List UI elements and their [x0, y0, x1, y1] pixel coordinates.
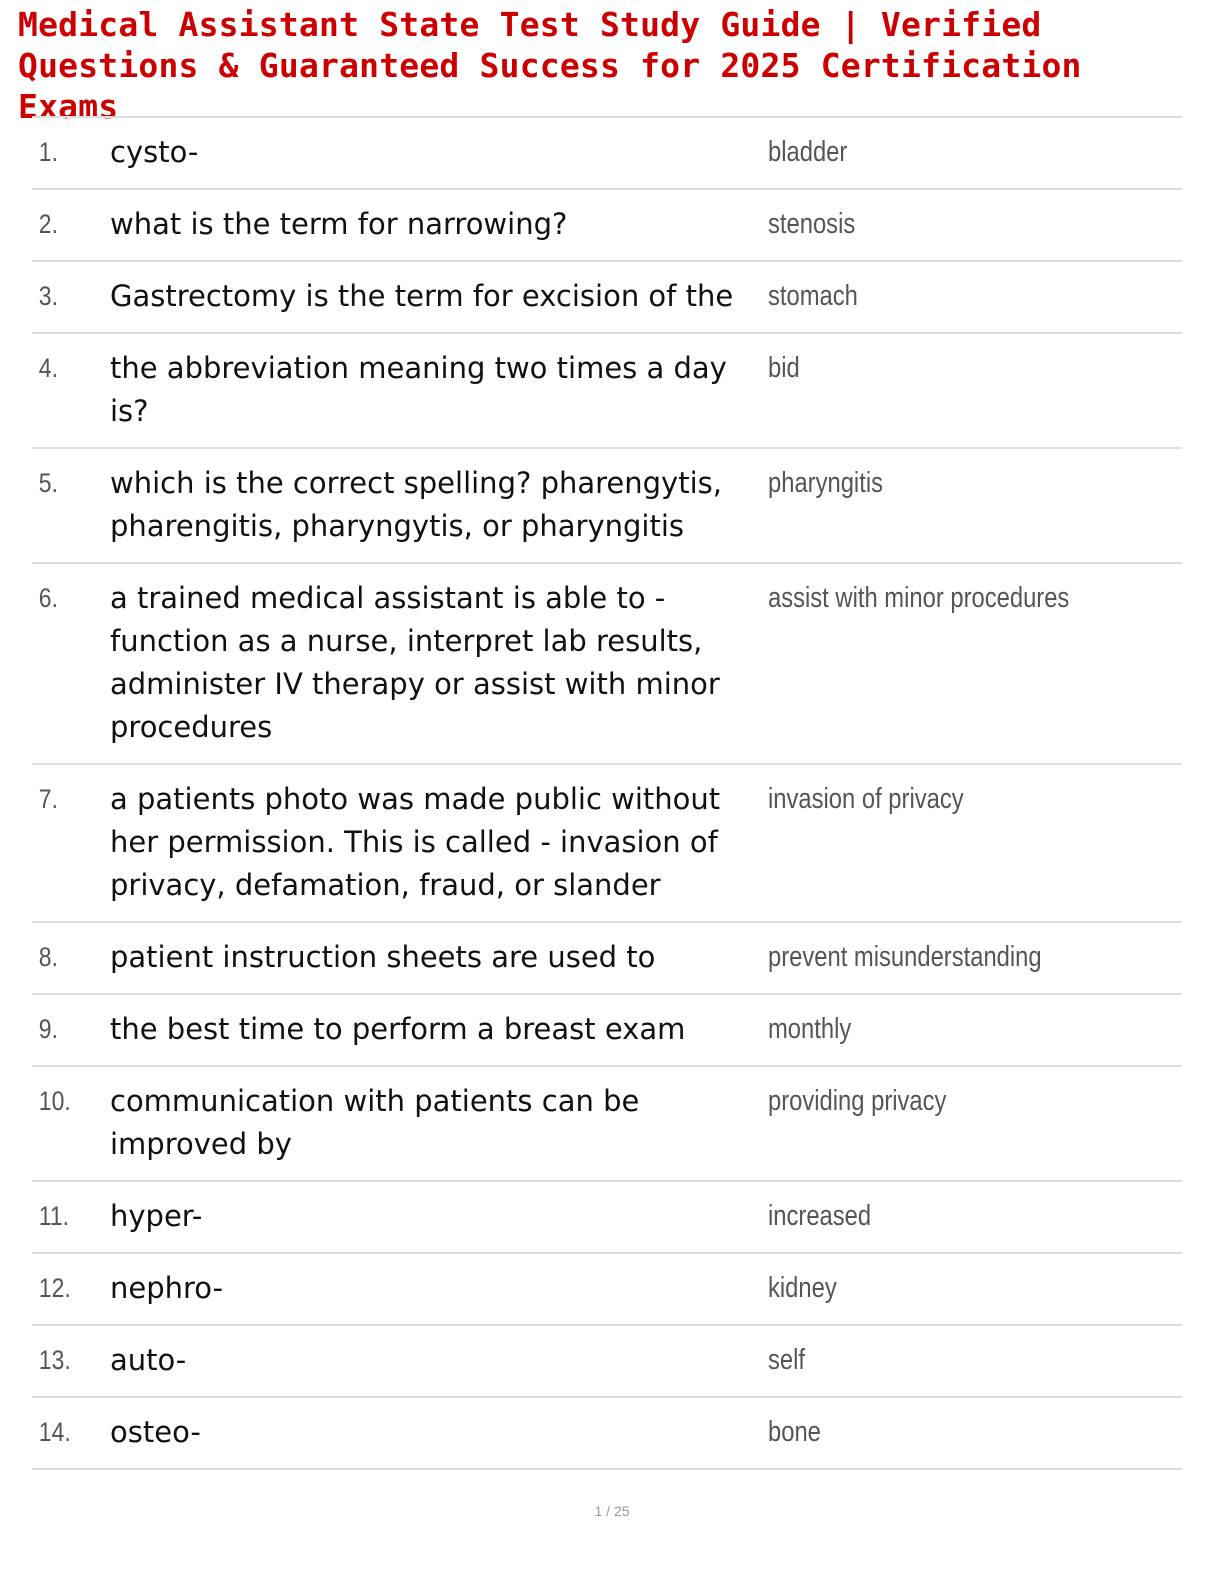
- item-answer: assist with minor procedures: [768, 582, 1070, 614]
- item-answer: bladder: [768, 136, 848, 168]
- list-item: [32, 262, 1182, 334]
- item-question: auto-: [110, 1343, 187, 1377]
- list-item: [32, 334, 1182, 449]
- item-answer: monthly: [768, 1013, 852, 1045]
- item-question: a patients photo was made public without her permission. This is called - invasion of privacy, defamation, fraud, or slander: [110, 782, 721, 902]
- item-number: 6.: [38, 583, 58, 613]
- list-item: [32, 190, 1182, 262]
- item-question: cysto-: [110, 135, 199, 169]
- item-question: hyper-: [110, 1199, 203, 1233]
- list-item: [32, 118, 1182, 190]
- list-item: [32, 995, 1182, 1067]
- item-question: osteo-: [110, 1415, 201, 1449]
- item-answer: self: [768, 1344, 806, 1376]
- list-item: [32, 564, 1182, 765]
- item-answer: stenosis: [768, 208, 856, 240]
- item-question: a trained medical assistant is able to - function as a nurse, interpret lab results, administer IV therapy or assist with minor procedures: [110, 581, 720, 744]
- list-item: [32, 1326, 1182, 1398]
- item-answer: bone: [768, 1416, 821, 1448]
- list-item: [32, 1398, 1182, 1470]
- item-answer: increased: [768, 1200, 872, 1232]
- item-number: 13.: [38, 1345, 71, 1375]
- page-indicator: 1 / 25: [594, 1503, 630, 1519]
- item-question: which is the correct spelling? pharengytis, pharengitis, pharyngytis, or pharyngitis: [110, 466, 722, 543]
- item-question: patient instruction sheets are used to: [110, 940, 656, 974]
- list-item: [32, 449, 1182, 564]
- item-number: 2.: [38, 209, 58, 239]
- item-answer: kidney: [768, 1272, 837, 1304]
- item-question: the abbreviation meaning two times a day is?: [110, 351, 727, 428]
- item-number: 11.: [38, 1201, 70, 1231]
- item-question: what is the term for narrowing?: [110, 207, 568, 241]
- item-number: 1.: [38, 137, 58, 167]
- list-item: [32, 765, 1182, 923]
- item-number: 7.: [38, 784, 58, 814]
- item-question: communication with patients can be improved by: [110, 1084, 640, 1161]
- item-number: 5.: [38, 468, 58, 498]
- item-answer: prevent misunderstanding: [768, 941, 1042, 973]
- list-item: [32, 1067, 1182, 1182]
- item-answer: pharyngitis: [768, 467, 884, 499]
- item-number: 8.: [38, 942, 58, 972]
- item-question: nephro-: [110, 1271, 224, 1305]
- item-answer: providing privacy: [768, 1085, 947, 1117]
- item-number: 10.: [38, 1086, 71, 1116]
- item-number: 14.: [38, 1417, 71, 1447]
- list-item: [32, 1254, 1182, 1326]
- item-question: Gastrectomy is the term for excision of the: [110, 279, 734, 313]
- item-question: the best time to perform a breast exam: [110, 1012, 686, 1046]
- list-item: [32, 1182, 1182, 1254]
- item-number: 9.: [38, 1014, 58, 1044]
- item-number: 12.: [38, 1273, 71, 1303]
- item-number: 3.: [38, 281, 58, 311]
- item-answer: invasion of privacy: [768, 783, 964, 815]
- item-number: 4.: [38, 353, 58, 383]
- item-answer: stomach: [768, 280, 858, 312]
- document-title: Medical Assistant State Test Study Guide | Verified Questions & Guaranteed Success for 2025 Certification Exams: [18, 5, 1082, 126]
- item-answer: bid: [768, 352, 800, 384]
- question-answer-list: [32, 116, 1182, 1470]
- list-item: [32, 923, 1182, 995]
